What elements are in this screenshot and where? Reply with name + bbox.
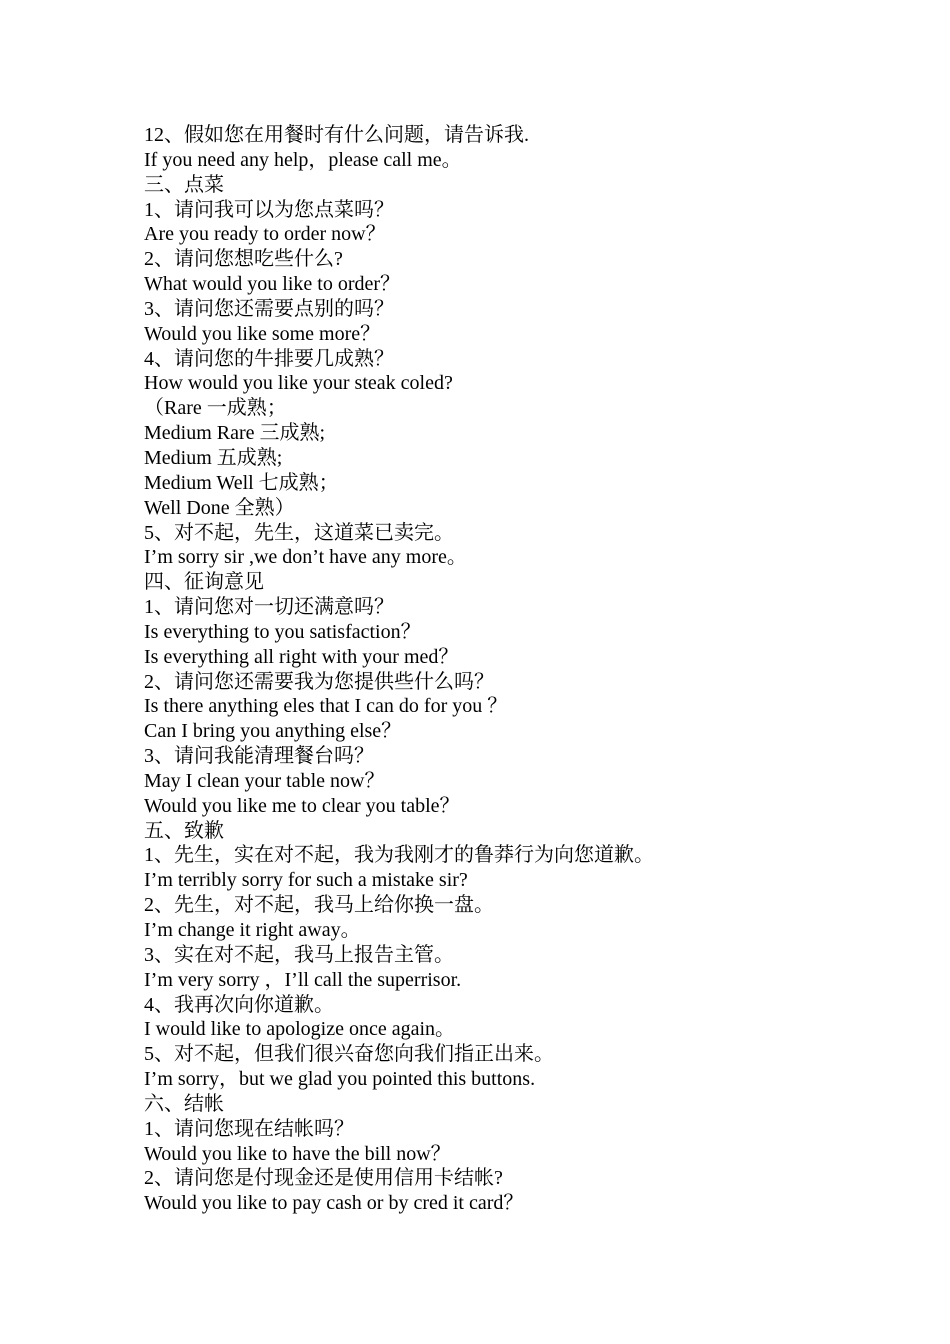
text-line: Can I bring you anything else？ [144,720,402,743]
text-line: Is everything to you satisfaction？ [144,620,421,643]
text-line: 2、请问您是付现金还是使用信用卡结帐? [144,1167,503,1190]
text-line: 六、结帐 [144,1092,224,1115]
text-line: Well Done 全熟） [144,496,295,519]
text-line: Medium Rare 三成熟; [144,422,326,445]
text-line: Is everything all right with your med？ [144,645,459,668]
text-line: 5、对不起，但我们很兴奋您向我们指正出来。 [144,1043,554,1066]
text-line: 1、请问我可以为您点菜吗？ [144,198,394,221]
text-line: Medium 五成熟; [144,446,283,469]
text-line: I’m very sorry ，I’ll call the superrisor. [144,968,462,991]
text-line: 1、先生，实在对不起，我为我刚才的鲁莽行为向您道歉。 [144,844,654,867]
text-line: 2、请问您还需要我为您提供些什么吗？ [144,670,494,693]
text-line: I’m change it right away。 [144,919,361,941]
text-line: Is there anything eles that I can do for you ？ [144,695,508,718]
text-line: 3、请问我能清理餐台吗？ [144,745,374,768]
text-line: Would you like to have the bill now？ [144,1142,451,1165]
text-line: I would like to apologize once again。 [144,1018,456,1041]
document-body [144,123,904,1216]
text-line: Are you ready to order now？ [144,223,386,246]
text-line: May I clean your table now？ [144,769,385,792]
text-line: Would you like me to clear you table？ [144,794,460,817]
text-line: 五、致歉 [144,819,224,842]
text-line: I’m sorry，but we glad you pointed this buttons. [144,1068,536,1091]
text-line: （Rare 一成熟； [144,397,287,420]
text-line: 2、先生，对不起，我马上给你换一盘。 [144,894,494,917]
text-line: 3、实在对不起，我马上报告主管。 [144,943,454,966]
text-line: 3、请问您还需要点别的吗？ [144,297,394,320]
text-line: Medium Well 七成熟； [144,471,339,494]
text-line: Would you like to pay cash or by cred it card？ [144,1192,524,1215]
text-line: 12、假如您在用餐时有什么问题，请告诉我. [144,124,529,146]
text-line: 1、请问您现在结帐吗？ [144,1117,354,1140]
text-line: I’m sorry sir ,we don’t have any more。 [144,546,467,569]
text-line: 5、对不起，先生，这道菜已卖完。 [144,521,454,544]
text-line: How would you like your steak coled? [144,372,453,395]
text-line: 三、点菜 [144,173,224,196]
text-line: Would you like some more？ [144,322,381,345]
text-line: 四、征询意见 [144,571,264,594]
text-line: 2、请问您想吃些什么? [144,248,343,271]
text-line: 1、请问您对一切还满意吗？ [144,596,394,619]
text-line: I’m terribly sorry for such a mistake sir? [144,869,468,892]
text-line: What would you like to order？ [144,273,401,296]
text-line: 4、请问您的牛排要几成熟？ [144,347,394,370]
text-line: 4、我再次向你道歉。 [144,993,334,1016]
text-line: If you need any help，please call me。 [144,148,462,171]
